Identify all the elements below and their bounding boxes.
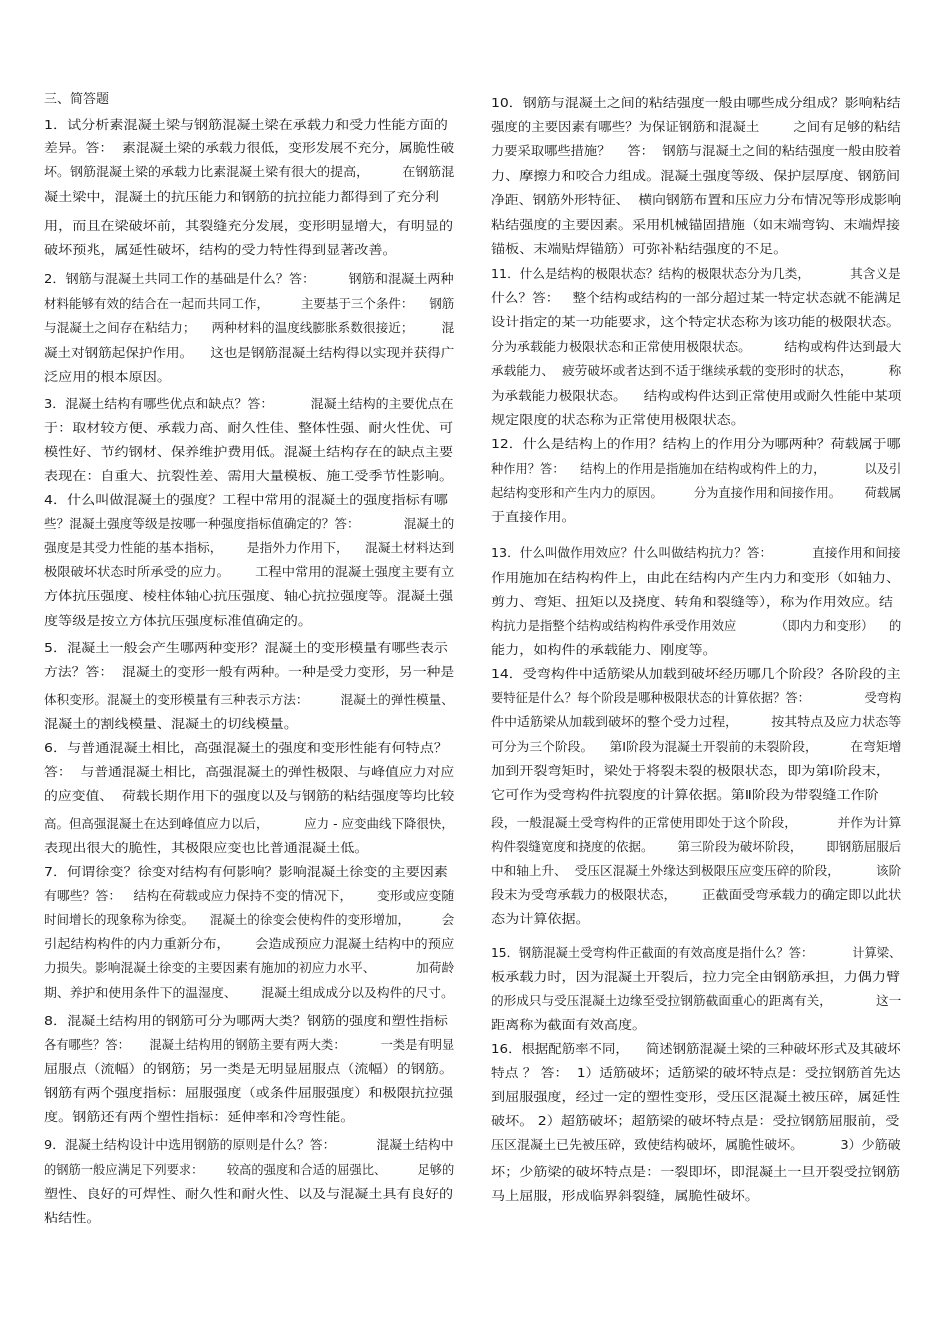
left-text-line: 2．钢筋与混凝土共同工作的基础是什么？答： 钢筋和混凝土两种 — [44, 271, 454, 286]
left-text-line: 用，而且在梁破坏前，其裂缝充分发展，变形明显增大，有明显的 — [44, 218, 454, 233]
left-text-line: 8．混凝土结构用的钢筋可分为哪两大类？钢筋的强度和塑性指标 — [44, 1013, 448, 1028]
right-text-line: 态为计算依据。 — [491, 911, 590, 926]
right-text-line: 压区混凝土已先被压碎，致使结构破坏，属脆性破坏。 3）少筋破 — [491, 1137, 901, 1152]
left-text-line: 材料能够有效的结合在一起而共同工作， 主要基于三个条件： 钢筋 — [44, 296, 455, 311]
left-text-line: 破坏预兆，属延性破坏，结构的受力特性得到显著改善。 — [44, 242, 397, 257]
right-text-line: 力、摩擦力和咬合力组成。混凝土强度等级、保护层厚度、钢筋间 — [491, 168, 901, 183]
right-text-line: 加到开裂弯矩时，梁处于将裂未裂的极限状态，即为第Ⅰ阶段末， — [491, 763, 891, 778]
right-text-line: 于直接作用。 — [491, 509, 576, 524]
left-text-line: 塑性、良好的可焊性、耐久性和耐火性、以及与混凝土具有良好的 — [44, 1186, 454, 1201]
left-text-line: 9．混凝土结构设计中选用钢筋的原则是什么？答： 混凝土结构中 — [44, 1137, 454, 1152]
right-text-line: 什么？答： 整个结构或结构的一部分超过某一特定状态就不能满足 — [491, 290, 902, 305]
right-text-line: 要特征是什么？每个阶段是哪种极限状态的计算依据？答： 受弯构 — [491, 690, 902, 705]
left-text-line: 的钢筋一般应满足下列要求： 较高的强度和合适的屈强比、 足够的 — [44, 1162, 455, 1177]
left-text-line: 体积变形。混凝土的变形模量有三种表示方法： 混凝土的弹性模量、 — [44, 692, 454, 707]
left-text-line: 些？混凝土强度等级是按哪一种强度指标值确定的？答： 混凝土的 — [44, 516, 455, 531]
right-text-line: 13．什么叫做作用效应？什么叫做结构抗力？答： 直接作用和间接 — [491, 545, 901, 560]
right-text-line: 构抗力是指整个结构或结构构件承受作用效应 （即内力和变形） 的 — [491, 618, 902, 633]
left-text-line: 的应变值、 荷载长期作用下的强度以及与钢筋的粘结强度等均比较 — [44, 788, 455, 803]
right-text-line: 11．什么是结构的极限状态？结构的极限状态分为几类， 其含义是 — [491, 266, 901, 281]
left-text-line: 时间增长的现象称为徐变。 混凝土的徐变会使构件的变形增加， 会 — [44, 912, 455, 927]
left-text-line: 力损失。影响混凝土徐变的主要因素有施加的初应力水平、 加荷龄 — [44, 960, 455, 975]
right-text-line: 强度的主要因素有哪些？为保证钢筋和混凝土 之间有足够的粘结 — [491, 119, 901, 134]
right-text-line: 15．钢筋混凝土受弯构件正截面的有效高度是指什么？答： 计算梁、 — [491, 945, 902, 960]
left-text-line: 6．与普通混凝土相比，高强混凝土的强度和变形性能有何特点？ — [44, 740, 448, 755]
left-text-line: 答： 与普通混凝土相比，高强混凝土的弹性极限、与峰值应力对应 — [44, 764, 455, 779]
left-text-line: 坏。钢筋混凝土梁的承载力比素混凝土梁有很大的提高， 在钢筋混 — [44, 164, 455, 179]
left-text-line: 4．什么叫做混凝土的强度？工程中常用的混凝土的强度指标有哪 — [44, 492, 448, 507]
right-text-line: 16．根据配筋率不同， 简述钢筋混凝土梁的三种破坏形式及其破坏 — [491, 1041, 901, 1056]
right-text-line: 承载能力、 疲劳破坏或者达到不适于继续承载的变形时的状态， 称 — [491, 363, 902, 378]
right-text-line: 板承载力时，因为混凝土开裂后，拉力完全由钢筋承担，力偶力臂 — [491, 969, 901, 984]
right-text-line: 段，一般混凝土受弯构件的正常使用即处于这个阶段， 并作为计算 — [491, 815, 902, 830]
right-text-line: 净距、钢筋外形特征、 横向钢筋布置和压应力分布情况等形成影响 — [491, 192, 902, 207]
left-text-line: 5．混凝土一般会产生哪两种变形？混凝土的变形模量有哪些表示 — [44, 640, 448, 655]
right-text-line: 段末为受弯承载力的极限状态， 正截面受弯承载力的确定即以此状 — [491, 887, 902, 902]
right-text-line: 粘结强度的主要因素。采用机械锚固措施（如末端弯钩、末端焊接 — [491, 217, 901, 232]
right-text-line: 为承载能力极限状态。 结构或构件达到正常使用或耐久性能中某项 — [491, 388, 902, 403]
right-text-line: 起结构变形和产生内力的原因。 分为直接作用和间接作用。 荷载属 — [491, 485, 902, 500]
left-text-line: 度。钢筋还有两个塑性指标：延伸率和冷弯性能。 — [44, 1109, 355, 1124]
right-text-line: 马上屈服，形成临界斜裂缝，属脆性破坏。 — [491, 1188, 759, 1203]
right-text-line: 件中适筋梁从加载到破坏的整个受力过程， 按其特点及应力状态等 — [491, 714, 902, 729]
left-text-line: 极限破坏状态时所承受的应力。 工程中常用的混凝土强度主要有立 — [44, 564, 455, 579]
left-text-line: 3．混凝土结构有哪些优点和缺点？答： 混凝土结构的主要优点在 — [44, 396, 454, 411]
left-text-line: 方法？答： 混凝土的变形一般有两种。一种是受力变形，另一种是 — [44, 664, 455, 679]
left-text-line: 粘结性。 — [44, 1210, 101, 1225]
right-text-line: 锚板、末端贴焊锚筋）可弥补粘结强度的不足。 — [491, 241, 788, 256]
left-text-line: 于：取材较方便、承载力高、耐久性佳、整体性强、耐火性优、可 — [44, 420, 454, 435]
right-text-line: 力要采取哪些措施？ 答： 钢筋与混凝土之间的粘结强度一般由胶着 — [491, 143, 902, 158]
left-text-line: 方体抗压强度、棱柱体轴心抗压强度、轴心抗拉强度等。混凝土强 — [44, 588, 454, 603]
left-text-line: 泛应用的根本原因。 — [44, 369, 171, 384]
left-text-line: 7．何谓徐变？徐变对结构有何影响？影响混凝土徐变的主要因素 — [44, 864, 448, 879]
right-text-line: 作用施加在结构构件上，由此在结构内产生内力和变形（如轴力、 — [491, 570, 901, 585]
right-text-line: 它可作为受弯构件抗裂度的计算依据。第Ⅱ阶段为带裂缝工作阶 — [491, 787, 879, 802]
left-text-line: 钢筋有两个强度指标：屈服强度（或条件屈服强度）和极限抗拉强 — [44, 1085, 454, 1100]
left-text-line: 1．试分析素混凝土梁与钢筋混凝土梁在承载力和受力性能方面的 — [44, 117, 448, 132]
left-text-line: 模性好、节约钢材、保养维护费用低。混凝土结构存在的缺点主要 — [44, 444, 454, 459]
left-text-line: 与混凝土之间存在粘结力； 两种材料的温度线膨胀系数很接近； 混 — [44, 320, 455, 335]
left-text-line: 凝土对钢筋起保护作用。 这也是钢筋混凝土结构得以实现并获得广 — [44, 345, 455, 360]
left-text-line: 高。但高强混凝土在达到峰值应力以后， 应力 - 应变曲线下降很快， — [44, 816, 454, 831]
right-text-line: 坏；少筋梁的破坏特点是：一裂即坏，即混凝土一旦开裂受拉钢筋 — [491, 1164, 901, 1179]
right-text-line: 12．什么是结构上的作用？结构上的作用分为哪两种？荷载属于哪 — [491, 436, 901, 451]
right-text-line: 破坏。 2）超筋破坏；超筋梁的破坏特点是：受拉钢筋屈服前，受 — [491, 1113, 900, 1128]
left-text-line: 差异。答： 素混凝土梁的承载力很低，变形发展不充分，属脆性破 — [44, 140, 455, 155]
right-text-line: 中和轴上升、 受压区混凝土外缘达到极限压应变压碎的阶段， 该阶 — [491, 863, 902, 878]
section-title: 三、简答题 — [44, 92, 110, 107]
left-text-line: 引起结构构件的内力重新分布， 会造成预应力混凝土结构中的预应 — [44, 936, 455, 951]
right-text-line: 分为承载能力极限状态和正常使用极限状态。 结构或构件达到最大 — [491, 339, 902, 354]
right-text-line: 的形成只与受压混凝土边缘至受拉钢筋截面重心的距离有关， 这一 — [491, 993, 902, 1008]
left-text-line: 有哪些？答： 结构在荷载或应力保持不变的情况下， 变形或应变随 — [44, 888, 455, 903]
right-text-line: 可分为三个阶段。 第Ⅰ阶段为混凝土开裂前的未裂阶段， 在弯矩增 — [491, 739, 902, 754]
right-text-line: 到屈服强度，经过一定的塑性变形，受压区混凝土被压碎，属延性 — [491, 1089, 901, 1104]
right-text-line: 构件裂缝宽度和挠度的依据。 第三阶段为破坏阶段， 即钢筋屈服后 — [491, 839, 902, 854]
left-text-line: 表现在：自重大、抗裂性差、需用大量模板、施工受季节性影响。 — [44, 468, 454, 483]
right-text-line: 14．受弯构件中适筋梁从加载到破坏经历哪几个阶段？各阶段的主 — [491, 666, 901, 681]
left-text-line: 强度是其受力性能的基本指标， 是指外力作用下， 混凝土材料达到 — [44, 540, 455, 555]
right-text-line: 特点 ？ 答： 1）适筋破坏；适筋梁的破坏特点是：受拉钢筋首先达 — [491, 1065, 901, 1080]
left-text-line: 混凝土的割线模量、混凝土的切线模量。 — [44, 716, 298, 731]
left-text-line: 度等级是按立方体抗压强度标准值确定的。 — [44, 613, 312, 628]
right-text-line: 能力，如构件的承载能力、刚度等。 — [491, 642, 717, 657]
left-text-line: 表现出很大的脆性，其极限应变也比普通混凝土低。 — [44, 840, 369, 855]
left-text-line: 期、养护和使用条件下的温湿度、 混凝土组成成分以及构件的尺寸。 — [44, 985, 454, 1000]
right-text-line: 10．钢筋与混凝土之间的粘结强度一般由哪些成分组成？影响粘结 — [491, 95, 901, 110]
right-text-line: 种作用？答： 结构上的作用是指施加在结构或构件上的力， 以及引 — [491, 461, 902, 476]
left-text-line: 屈服点（流幅）的钢筋；另一类是无明显屈服点（流幅）的钢筋。 — [44, 1061, 454, 1076]
right-text-line: 规定限度的状态称为正常使用极限状态。 — [491, 412, 745, 427]
left-text-line: 凝土梁中，混凝土的抗压能力和钢筋的抗拉能力都得到了充分利 — [44, 189, 439, 204]
left-text-line: 各有哪些？答： 混凝土结构用的钢筋主要有两大类： 一类是有明显 — [44, 1037, 455, 1052]
right-text-line: 设计指定的某一功能要求，这个特定状态称为该功能的极限状态。 — [491, 314, 901, 329]
right-text-line: 剪力、弯矩、扭矩以及挠度、转角和裂缝等），称为作用效应。结 — [491, 594, 893, 609]
right-text-line: 距离称为截面有效高度。 — [491, 1017, 647, 1032]
